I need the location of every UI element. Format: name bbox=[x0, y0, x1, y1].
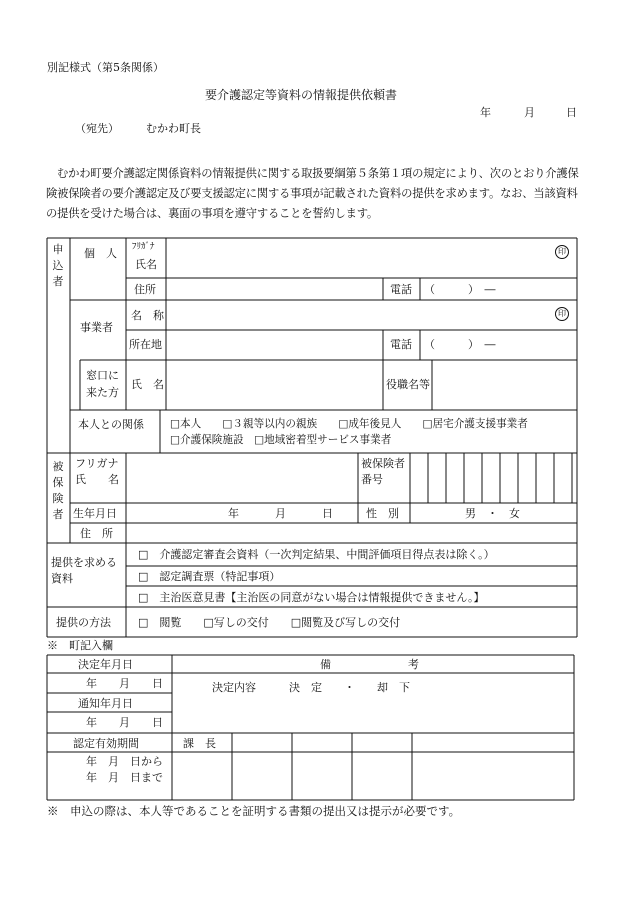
recipient-label: （宛先） bbox=[75, 122, 119, 135]
counter-label-line1: 窓口に bbox=[86, 369, 119, 382]
relation-options-row1[interactable]: □本人 □３親等以内の親族 □成年後見人 □居宅介護支援事業者 bbox=[170, 418, 528, 430]
business-name-label: 名 称 bbox=[131, 309, 164, 322]
validity-label: 認定有効期間 bbox=[73, 737, 139, 750]
footer-note: ※ 申込の際は、本人等であることを証明する書類の提出又は提示が必要です。 bbox=[47, 804, 461, 818]
counter-label-line2: 来た方 bbox=[86, 386, 119, 399]
individual-seal-icon: 印 bbox=[555, 245, 569, 259]
applicant-section-label: 申込者 bbox=[52, 243, 64, 288]
individual-furigana-label: ﾌﾘｶﾞﾅ bbox=[132, 242, 155, 252]
birth-year: 年 bbox=[228, 507, 239, 520]
notice-date-label: 通知年月日 bbox=[78, 697, 133, 710]
decision-date-label: 決定年月日 bbox=[78, 658, 133, 671]
birth-month: 月 bbox=[275, 507, 286, 520]
office-section-title: ※ 町記入欄 bbox=[47, 639, 113, 652]
date-month: 月 bbox=[524, 106, 535, 119]
individual-address-label: 住所 bbox=[134, 283, 156, 296]
form-title: 要介護認定等資料の情報提供依頼書 bbox=[205, 88, 398, 102]
counter-name-label: 氏 名 bbox=[131, 378, 164, 391]
insured-furigana-label: フリガナ bbox=[75, 457, 119, 470]
validity-from: 年 月 日から bbox=[86, 755, 163, 768]
decision-date-ymd: 年 月 日 bbox=[86, 677, 163, 690]
notice-date-ymd: 年 月 日 bbox=[86, 716, 163, 729]
position-name-label: 役職名等 bbox=[386, 378, 430, 391]
business-label: 事業者 bbox=[80, 321, 113, 334]
decision-content: 決定内容 決 定 ・ 却 下 bbox=[212, 681, 410, 694]
insured-address-label: 住 所 bbox=[80, 527, 113, 540]
form-reference: 別記様式（第5条関係） bbox=[47, 61, 164, 74]
business-phone-label: 電話 bbox=[390, 338, 412, 351]
request-item-1[interactable]: □ 介護認定審査会資料（一次判定結果、中間評価項目得点表は除く。） bbox=[138, 548, 495, 561]
date-year: 年 bbox=[480, 106, 491, 119]
request-label-line2: 資料 bbox=[51, 572, 73, 585]
business-location-label: 所在地 bbox=[129, 338, 162, 351]
date-day: 日 bbox=[566, 106, 577, 119]
business-phone-format: （ ） ― bbox=[424, 338, 496, 351]
business-seal-icon: 印 bbox=[555, 307, 569, 321]
request-label-line1: 提供を求める bbox=[51, 556, 117, 569]
insured-number-label-line1: 被保険者 bbox=[361, 457, 405, 470]
remarks-label: 備 考 bbox=[320, 658, 419, 671]
birth-day: 日 bbox=[322, 507, 333, 520]
birth-date-label: 生年月日 bbox=[73, 507, 117, 520]
validity-to: 年 月 日まで bbox=[86, 771, 163, 784]
request-item-2[interactable]: □ 認定調査票（特記事項） bbox=[138, 570, 281, 583]
sex-label: 性 別 bbox=[366, 507, 399, 520]
individual-name-label: 氏名 bbox=[135, 258, 157, 271]
insured-number-label-line2: 番号 bbox=[361, 473, 383, 486]
individual-label: 個 人 bbox=[84, 247, 117, 260]
method-label: 提供の方法 bbox=[56, 616, 111, 629]
individual-phone-label: 電話 bbox=[390, 283, 412, 296]
intro-paragraph: むかわ町要介護認定関係資料の情報提供に関する取扱要綱第５条第１項の規定により、次のとおり介護保険被保険者の要介護認定及び要支援認定に関する事項が記載された資料の提供を求めます。なお、当該資料の提供を受けた場合は、裏面の事項を遵守することを誓約します。 bbox=[46, 167, 579, 220]
sex-options[interactable]: 男 ・ 女 bbox=[465, 507, 520, 520]
recipient: むかわ町長 bbox=[146, 122, 201, 135]
relation-options-row2[interactable]: □介護保険施設 □地域密着型サービス事業者 bbox=[170, 434, 392, 446]
request-item-3[interactable]: □ 主治医意見書【主治医の同意がない場合は情報提供できません。】 bbox=[138, 591, 485, 604]
individual-phone-format: （ ） ― bbox=[424, 283, 496, 296]
section-chief-label: 課 長 bbox=[183, 737, 216, 750]
method-options[interactable]: □ 閲覧 □写しの交付 □閲覧及び写しの交付 bbox=[138, 616, 401, 629]
insured-section-label: 被保険者 bbox=[52, 460, 64, 521]
insured-name-label: 氏 名 bbox=[75, 473, 119, 486]
relation-label: 本人との関係 bbox=[78, 418, 144, 431]
